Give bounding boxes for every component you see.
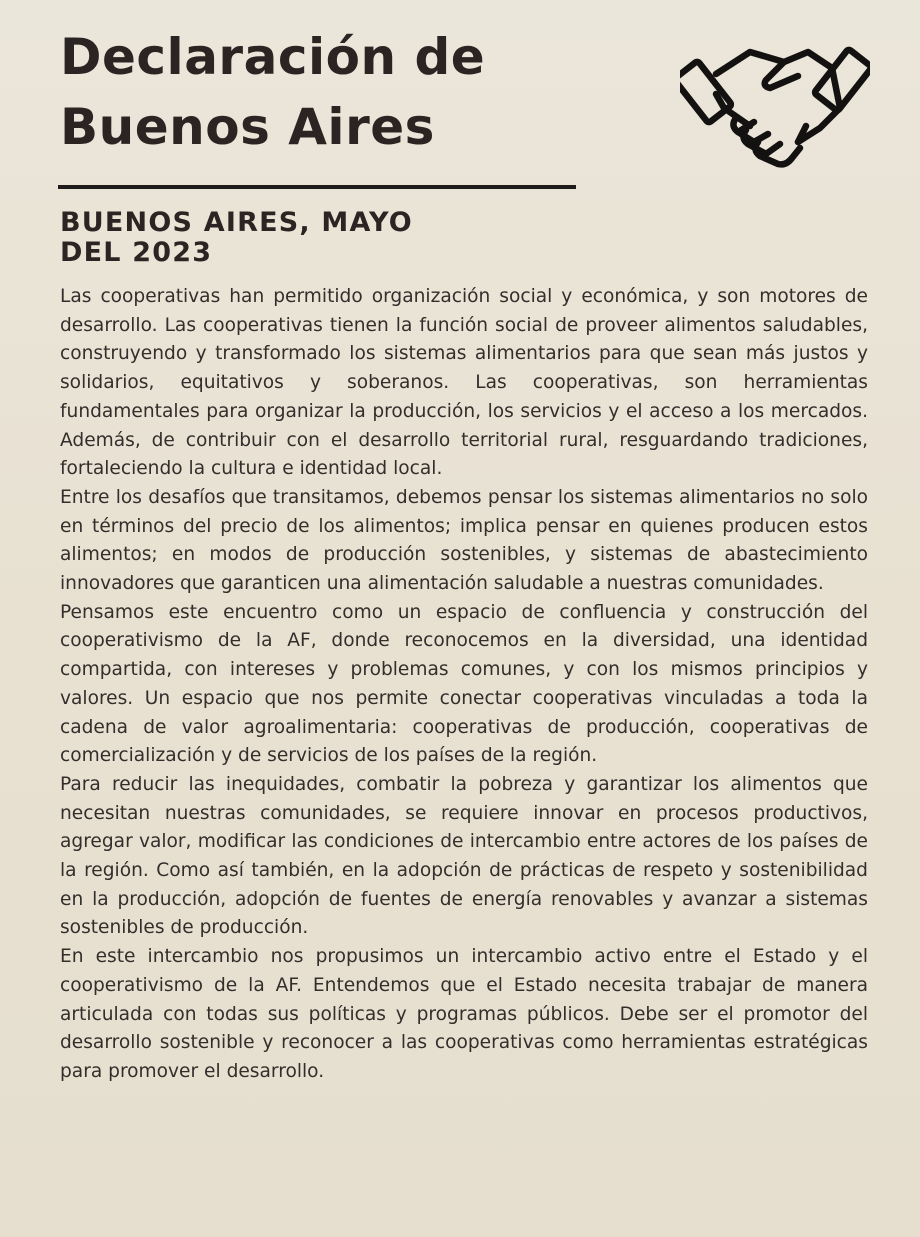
paragraph: Las cooperativas han permitido organización social y económica, y son motores de desarrollo. Las cooperativas tienen la función social de proveer alimentos saludables, construyendo y transformado los sistemas alimentarios para que sean más justos y solidarios, equitativos y soberanos. Las cooperativas, son herramientas fundamentales para organizar la producción, los servicios y el acceso a los mercados. Además, de contribuir con el desarrollo territorial rural, resguardando tradiciones, fortaleciendo la cultura e identidad local.: [60, 286, 868, 480]
paragraph: Pensamos este encuentro como un espacio de confluencia y construcción del cooperativismo de la AF, donde reconocemos en la diversidad, una identidad compartida, con intereses y problemas comunes, y con los mismos principios y valores. Un espacio que nos permite conectar cooperativas vinculadas a toda la cadena de valor agroalimentaria: cooperativas de producción, cooperativas de comercialización y de servicios de los países de la región.: [60, 601, 868, 767]
paragraph: Para reducir las inequidades, combatir la pobreza y garantizar los alimentos que necesitan nuestras comunidades, se requiere innovar en procesos productivos, agregar valor, modificar las condiciones de intercambio entre actores de los países de la región. Como así también, en la adopción de prácticas de respeto y sostenibilidad en la producción, adopción de fuentes de energía renovables y avanzar a sistemas sostenibles de producción.: [60, 773, 868, 939]
paragraph: En este intercambio nos propusimos un intercambio activo entre el Estado y el cooperativismo de la AF. Entendemos que el Estado necesita trabajar de manera articulada con todas sus políticas y programas públicos. Debe ser el promotor del desarrollo sostenible y reconocer a las cooperativas como herramientas estratégicas para promover el desarrollo.: [60, 946, 868, 1082]
place-date-heading: [60, 208, 560, 268]
title-line-2: Buenos Aires: [60, 98, 435, 156]
page-title: [60, 22, 660, 162]
title-line-1: Declaración de: [60, 28, 486, 86]
title-divider: [58, 185, 576, 189]
paragraph: Entre los desafíos que transitamos, debemos pensar los sistemas alimentarios no solo en términos del precio de los alimentos; implica pensar en quienes producen estos alimentos; en modos de producción sostenibles, y sistemas de abastecimiento innovadores que garanticen una alimentación saludable a nuestras comunidades.: [60, 486, 868, 595]
subtitle-line-2: DEL 2023: [60, 237, 213, 268]
subtitle-line-1: BUENOS AIRES, MAYO: [60, 207, 413, 238]
declaration-body: [60, 283, 868, 1087]
handshake-icon: [680, 22, 870, 182]
